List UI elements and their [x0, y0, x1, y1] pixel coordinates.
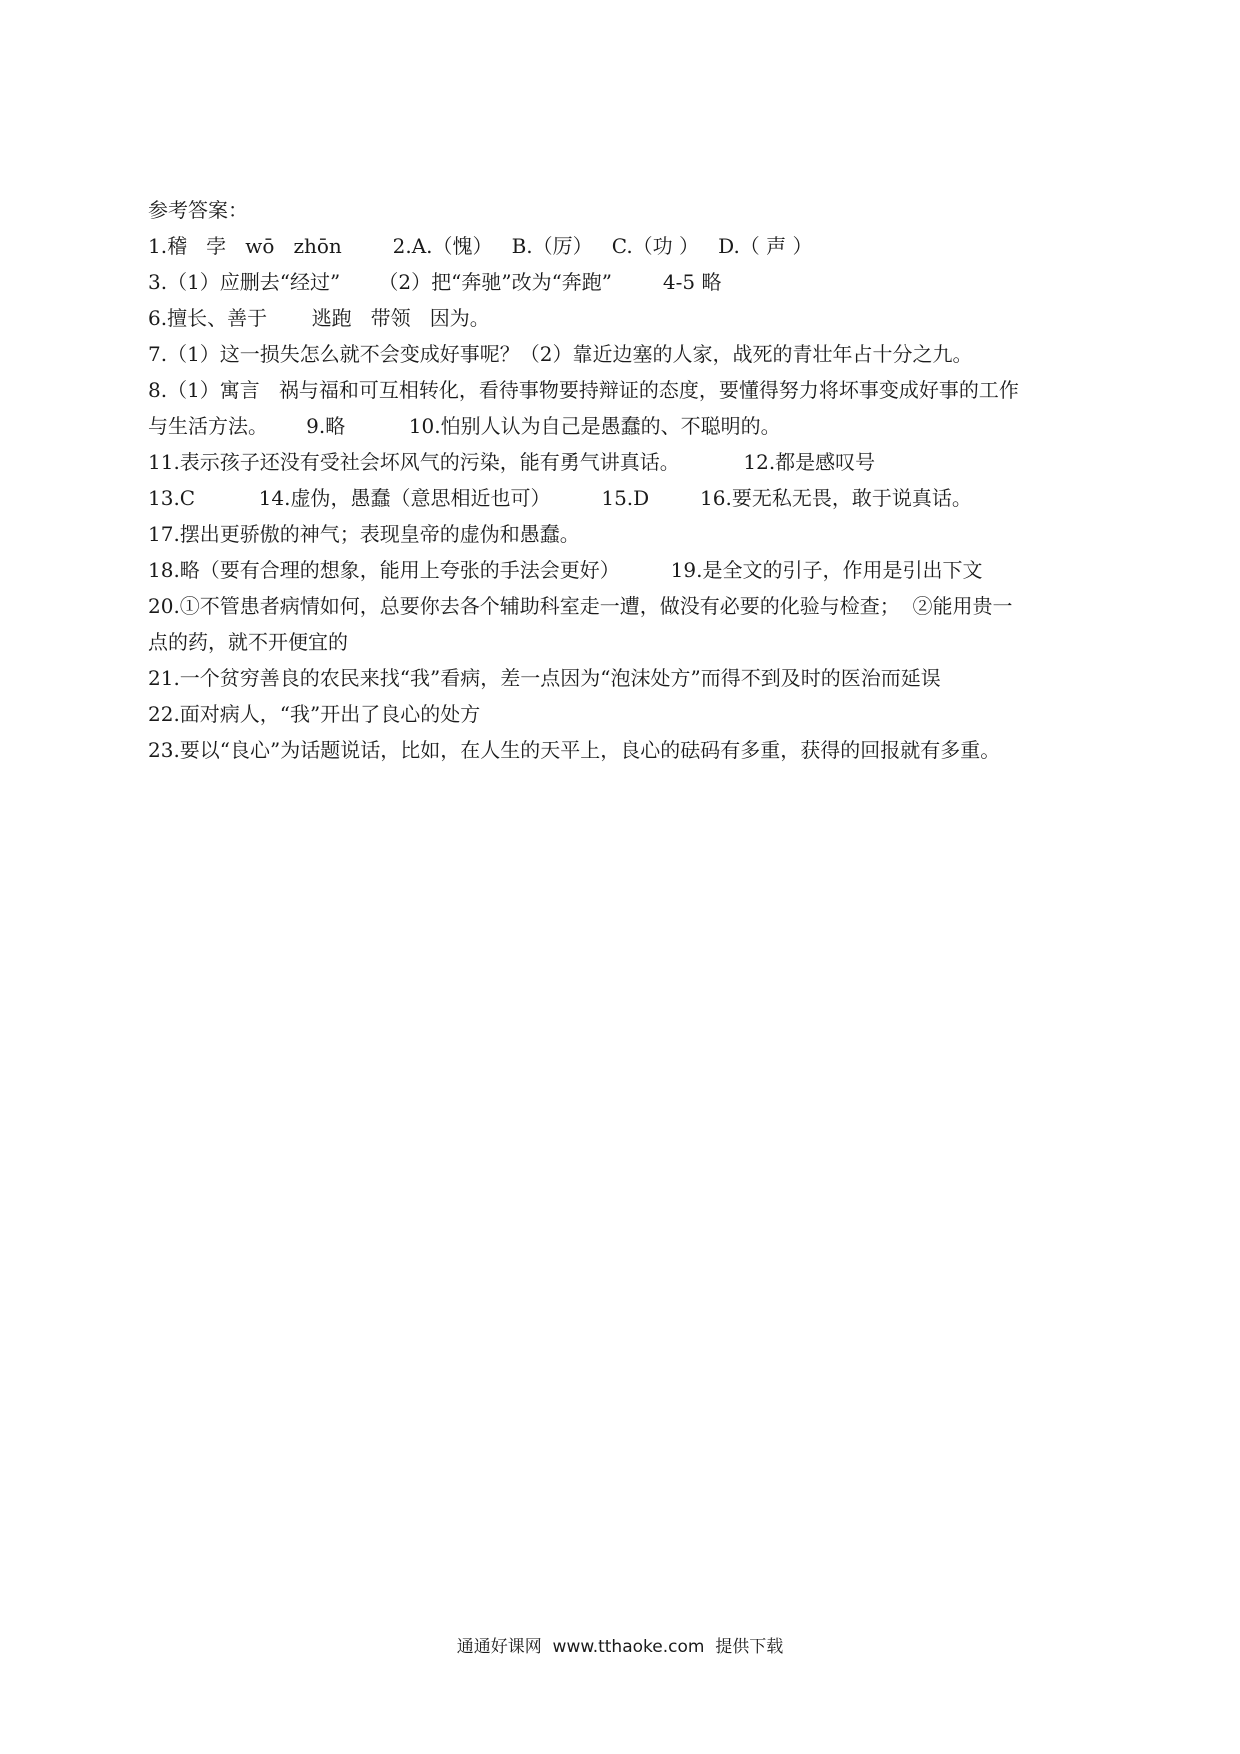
answer-line: 21.一个贫穷善良的农民来找“我”看病，差一点因为“泡沫处方”而得不到及时的医治而延误 [148, 666, 941, 690]
answer-line: 13.C 14.虚伪，愚蠢（意思相近也可） 15.D 16.要无私无畏，敢于说真话。 [148, 486, 972, 510]
answer-key [148, 192, 1108, 768]
answer-line: 与生活方法。 9.略 10.怕别人认为自己是愚蠢的、不聪明的。 [148, 414, 781, 438]
answer-line: 22.面对病人，“我”开出了良心的处方 [148, 702, 481, 726]
answer-line: 18.略（要有合理的想象，能用上夸张的手法会更好） 19.是全文的引子，作用是引出下文 [148, 558, 983, 582]
answer-line: 8.（1）寓言 祸与福和可互相转化，看待事物要持辩证的态度，要懂得努力将坏事变成好事的工作 [148, 378, 1019, 402]
answer-line: 点的药，就不开便宜的 [148, 630, 348, 654]
answer-line: 3.（1）应删去“经过” （2）把“奔驰”改为“奔跑” 4-5 略 [148, 270, 722, 294]
answer-line: 1.稽 孛 wō zhōn 2.A.（愧） B.（厉） C.（功 ） D.（ 声 ） [148, 234, 813, 258]
answer-line: 6.擅长、善于 逃跑 带领 因为。 [148, 306, 490, 330]
answer-line: 23.要以“良心”为话题说话，比如，在人生的天平上，良心的砝码有多重，获得的回报就有多重。 [148, 738, 1001, 762]
answer-line: 17.摆出更骄傲的神气；表现皇帝的虚伪和愚蠢。 [148, 522, 580, 546]
page-footer: 通通好课网 www.tthaoke.com 提供下载 [456, 1637, 784, 1657]
answer-line: 20.①不管患者病情如何，总要你去各个辅助科室走一遭，做没有必要的化验与检查； ②能用贵一 [148, 594, 1013, 618]
answer-line: 11.表示孩子还没有受社会坏风气的污染，能有勇气讲真话。 12.都是感叹号 [148, 450, 876, 474]
answer-heading: 参考答案： [148, 198, 248, 222]
answer-line: 7.（1）这一损失怎么就不会变成好事呢？（2）靠近边塞的人家，战死的青壮年占十分之九。 [148, 342, 973, 366]
